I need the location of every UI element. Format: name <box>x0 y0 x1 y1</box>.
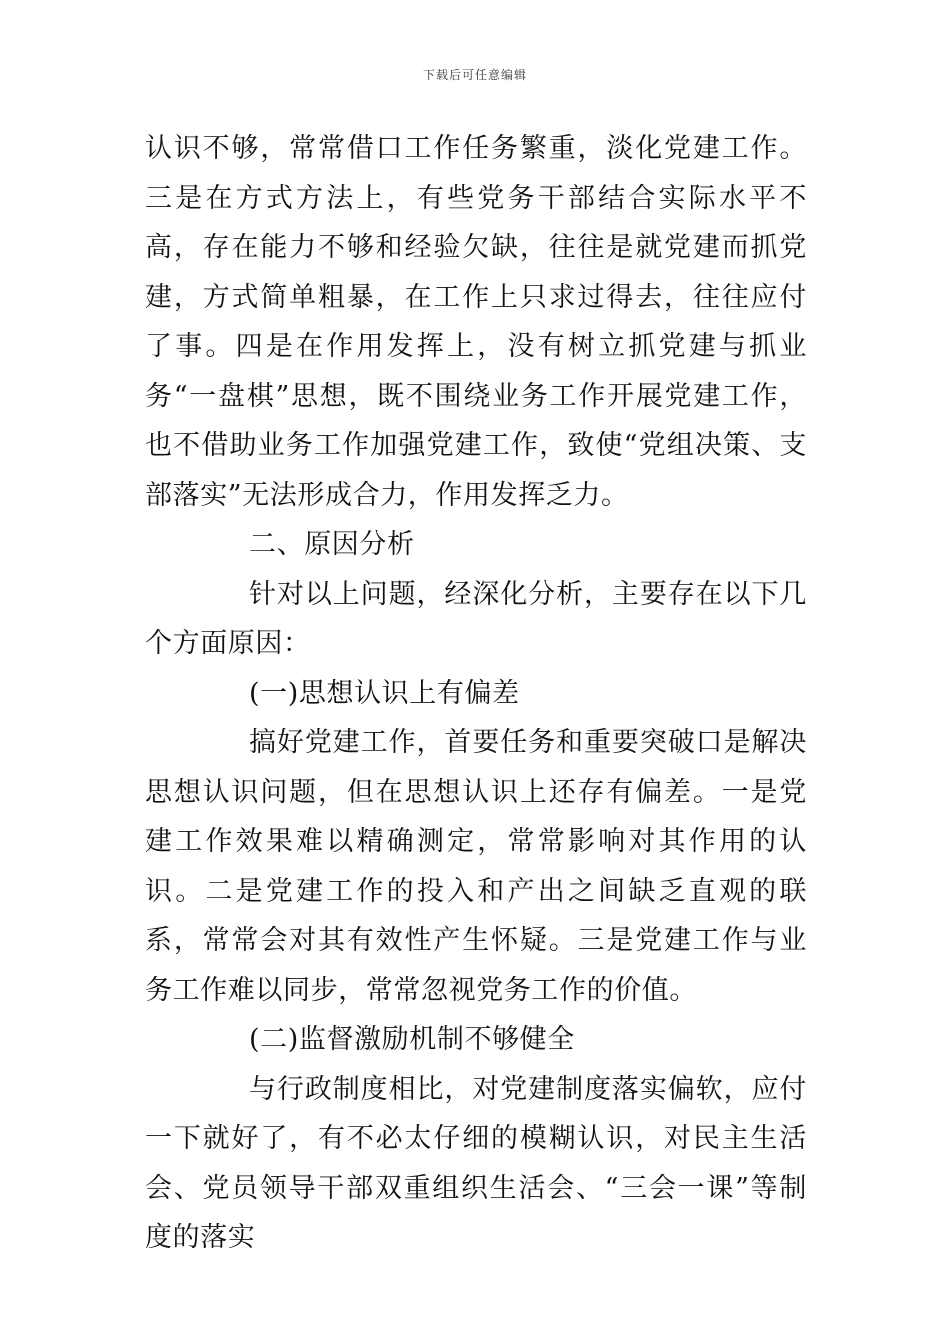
subheading-ideological-deviation: (一)思想认识上有偏差 <box>249 677 520 709</box>
section-heading-cause-analysis: 二、原因分析 <box>249 529 415 560</box>
paragraph-intro: 针对以上问题，经深化分析，主要存在以下几个方面原因： <box>145 578 807 659</box>
paragraph-ideological: 搞好党建工作，首要任务和重要突破口是解决思想认识问题，但在思想认识上还存有偏差。一是党建工作效果难以精确测定，常常影响对其作用的认识。二是党建工作的投入和产出之间缺乏直观的联系，常常会对其有效性产生怀疑。三是党建工作与业务工作难以同步，常常忽视党务工作的价值。 <box>145 727 807 1006</box>
page-header-note: 下载后可任意编辑 <box>422 68 527 82</box>
paragraph-supervision: 与行政制度相比，对党建制度落实偏软，应付一下就好了，有不必太仔细的模糊认识，对民主生活会、党员领导干部双重组织生活会、“三会一课”等制度的落实 <box>145 1073 807 1253</box>
document-body <box>145 124 807 1263</box>
paragraph-continuation: 认识不够，常常借口工作任务繁重，淡化党建工作。三是在方式方法上，有些党务干部结合实际水平不高，存在能力不够和经验欠缺，往往是就党建而抓党建，方式简单粗暴，在工作上只求过得去，往往应付了事。四是在作用发挥上，没有树立抓党建与抓业务“一盘棋”思想，既不围绕业务工作开展党建工作，也不借助业务工作加强党建工作，致使“党组决策、支部落实”无法形成合力，作用发挥乏力。 <box>145 133 807 511</box>
subheading-supervision-mechanism: (二)监督激励机制不够健全 <box>249 1024 575 1055</box>
